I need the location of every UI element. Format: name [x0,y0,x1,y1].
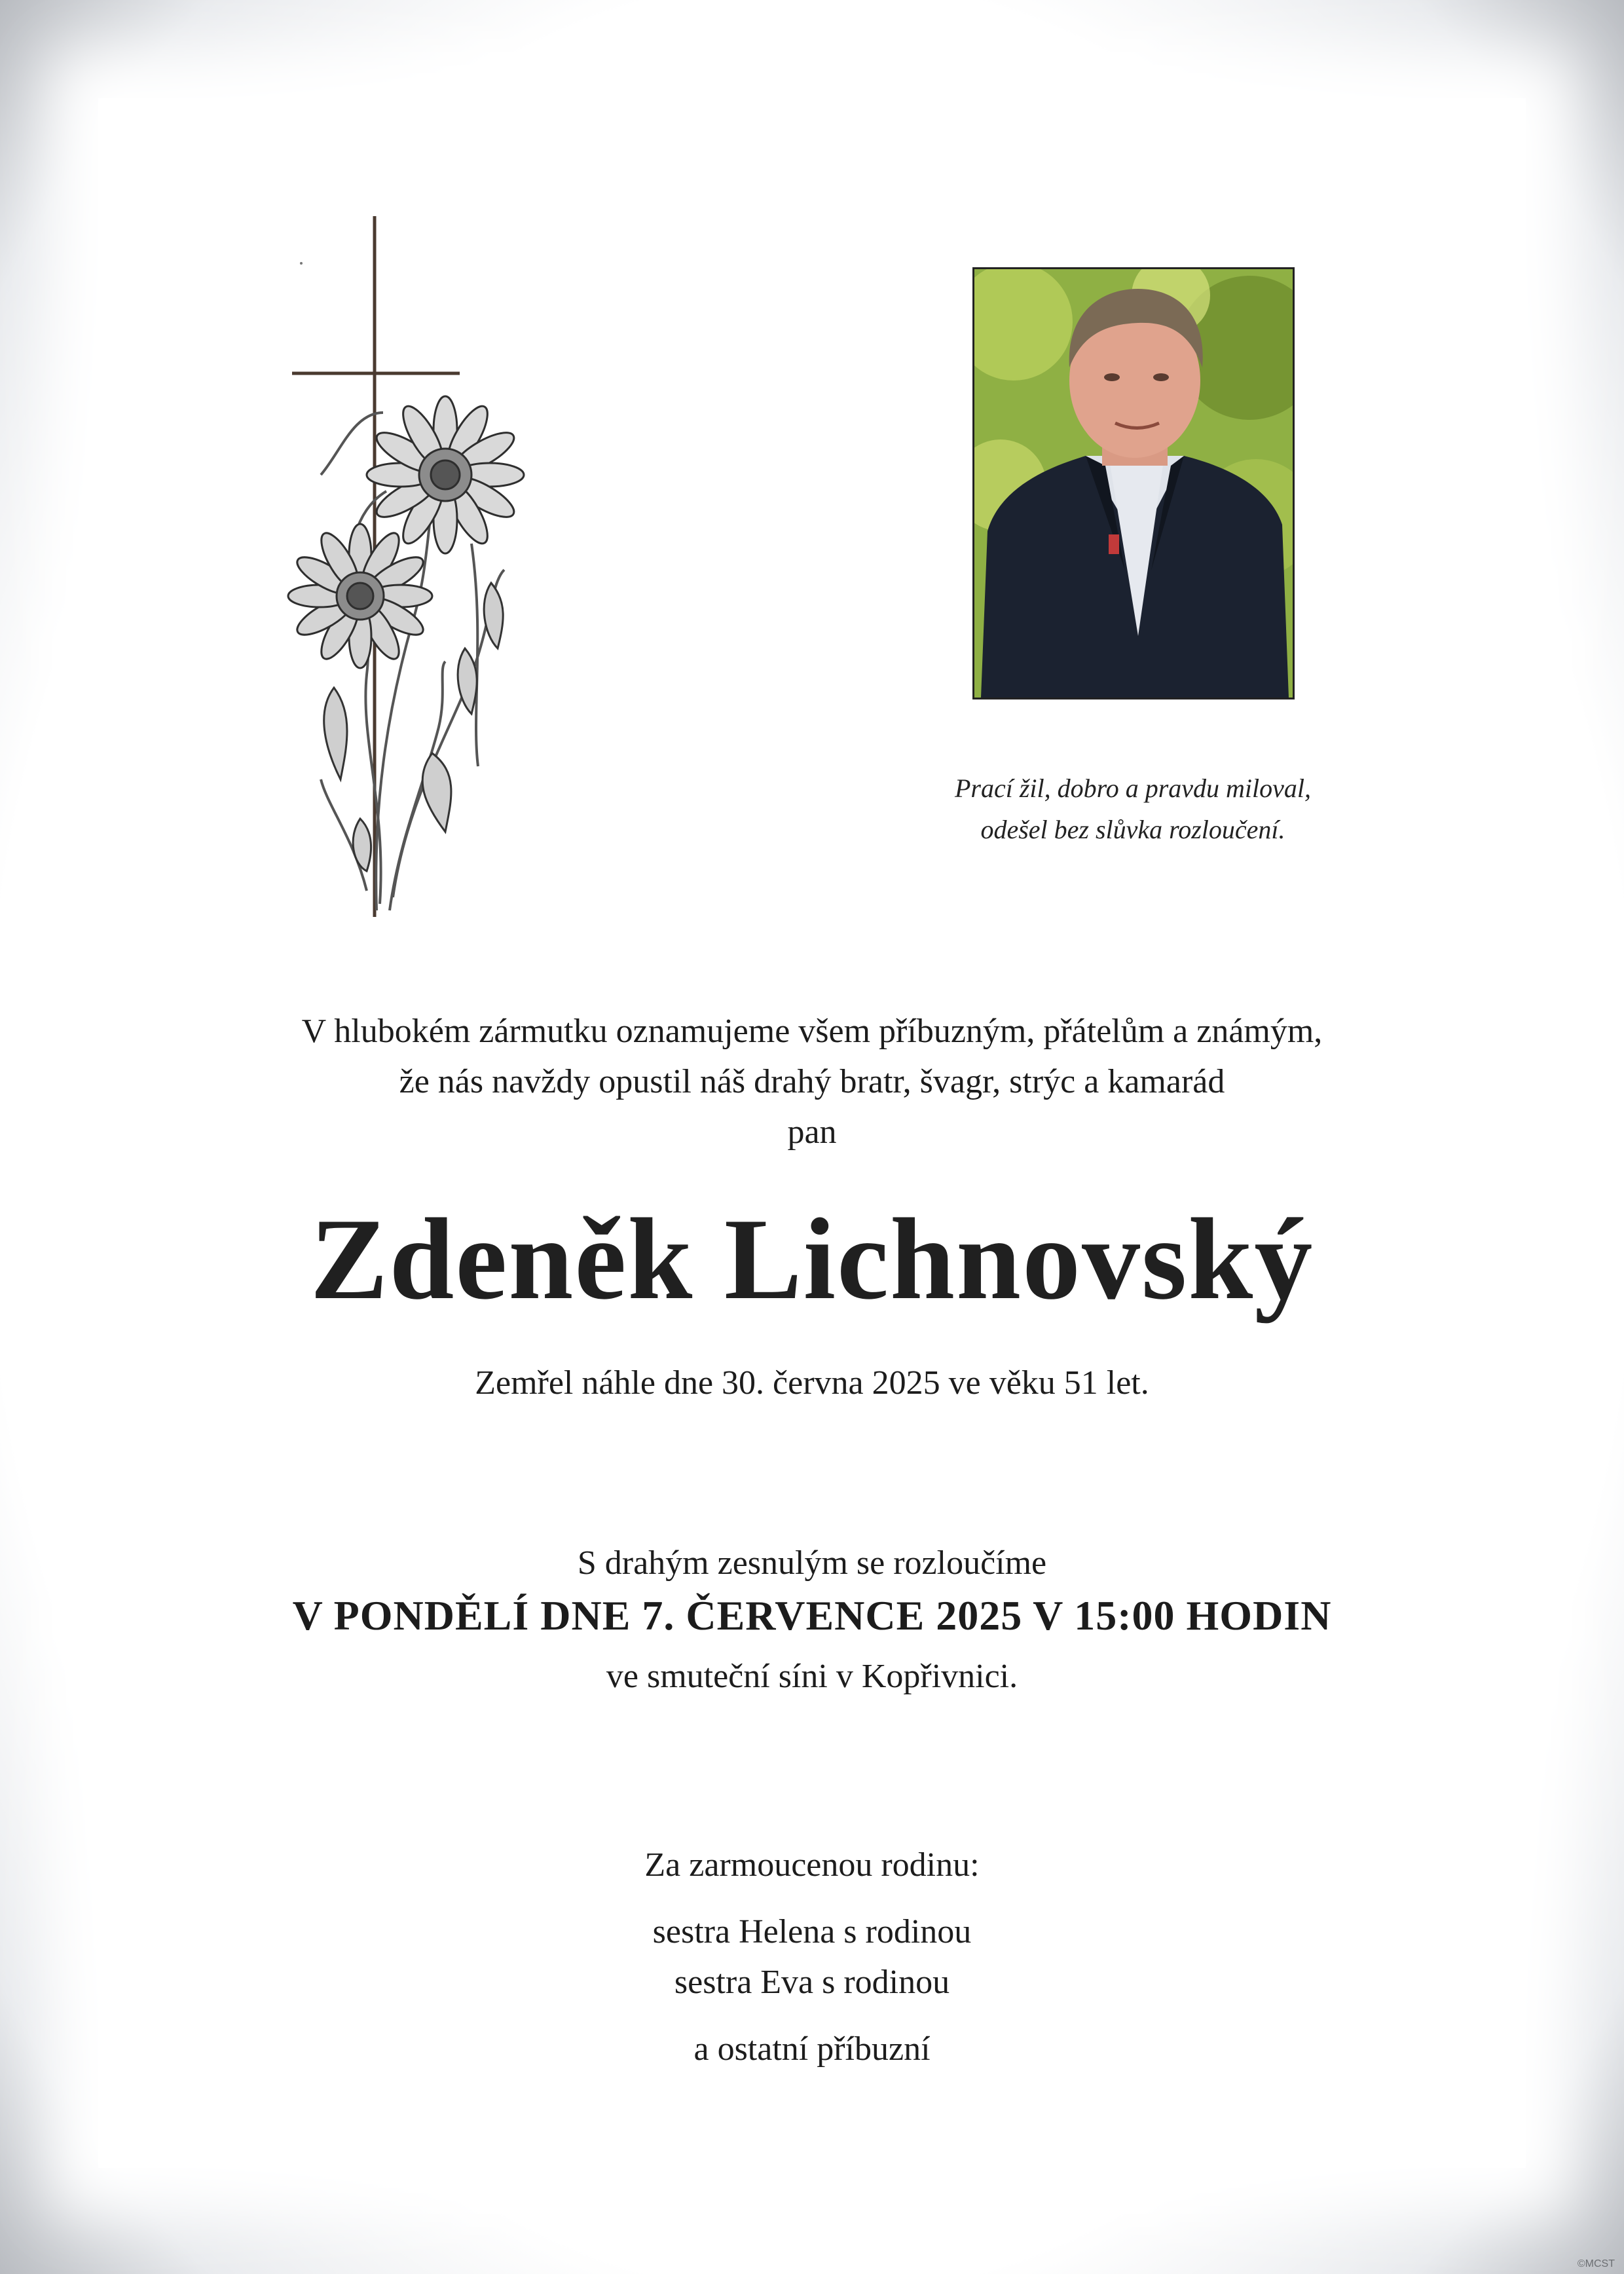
family-member: sestra Eva s rodinou [674,1964,950,2001]
family-member: a ostatní příbuzní [693,2030,931,2068]
farewell-line-1: S drahým zesnulým se rozloučíme [577,1544,1047,1582]
farewell-location: ve smuteční síni v Kopřivnici. [606,1658,1018,1695]
deceased-name: Zdeněk Lichnovský [310,1194,1314,1324]
portrait-photo [972,267,1295,699]
announcement-line-3: pan [787,1113,837,1151]
publisher-mark: ©MCST [1577,2258,1615,2269]
family-member: sestra Helena s rodinou [652,1913,972,1950]
quote-line-2: odešel bez slůvka rozloučení. [980,815,1285,844]
cross-with-flowers-icon [275,216,563,923]
quote-line-1: Prací žil, dobro a pravdu miloval, [954,774,1312,803]
announcement-line-1: V hlubokém zármutku oznamujeme všem příbuzným, přátelům a známým, [301,1013,1323,1050]
death-date-text: Zemřel náhle dne 30. června 2025 ve věku 51 let. [475,1364,1149,1402]
announcement-line-2: že nás navždy opustil náš drahý bratr, švagr, strýc a kamarád [399,1063,1225,1100]
farewell-date-time: V PONDĚLÍ DNE 7. ČERVENCE 2025 V 15:00 HODIN [292,1592,1332,1639]
family-heading: Za zarmoucenou rodinu: [644,1846,980,1884]
